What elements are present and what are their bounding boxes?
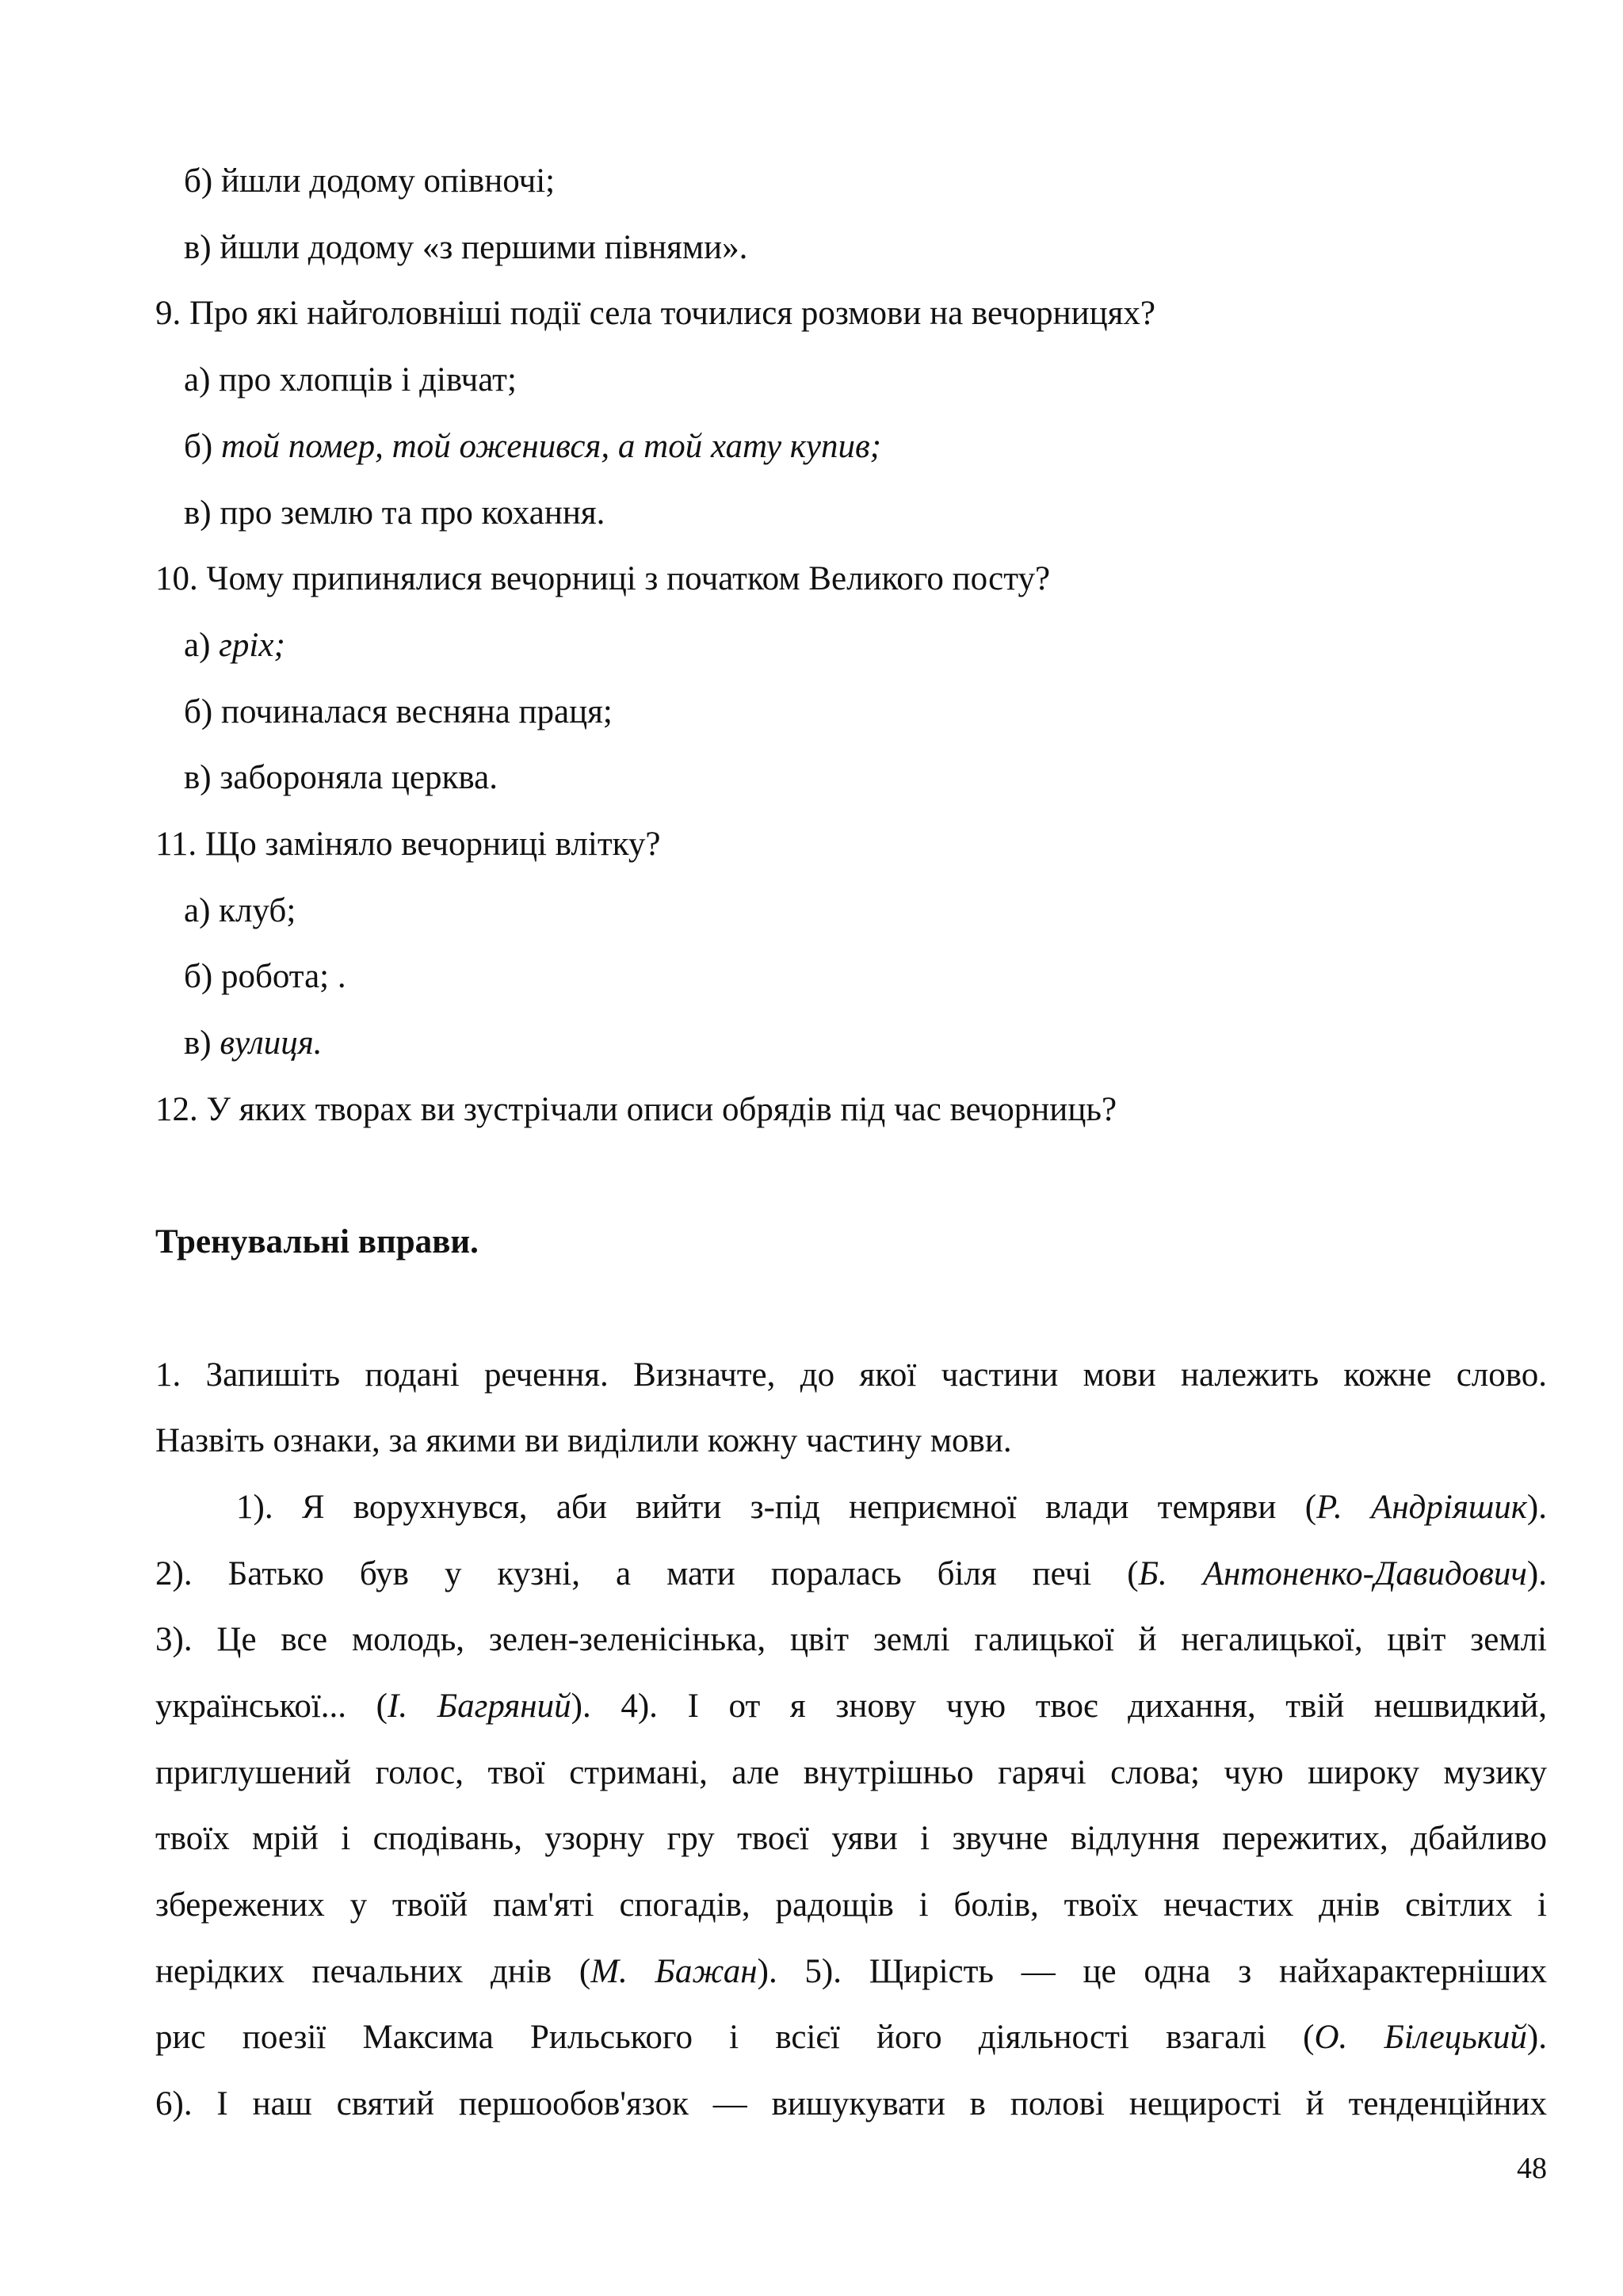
sentence-5-end: ). [1526,2019,1547,2056]
exercise-task-line-2: Назвіть ознаки, за якими ви виділили кожну частину мови. [155,1422,1012,1459]
sentence-4-end: ). 5). Щирість — це одна з найхарактерніших [757,1953,1548,1990]
sentence-4-line-3: твоїх мрій і сподівань, узорну гру твоєї уяви і звучне відлуння пережитих, дбайливо [155,1820,1547,1857]
sentence-2-author: Б. Антоненко-Давидович [1138,1555,1527,1592]
option-10v: в) забороняла церква. [184,759,498,796]
option-9b [184,429,881,463]
sentence-5-author: О. Білецький [1314,2019,1527,2056]
option-11b: б) робота; . [184,958,346,995]
option-9b-prefix: б) [184,428,221,465]
option-10a-prefix: а) [184,627,220,664]
question-10: 10. Чому припинялися вечорниці з початком Великого посту? [155,560,1051,597]
sentence-3-author: І. Багряний [388,1688,571,1725]
sentence-5-start: рис поезії Максима Рильського і всієї його діяльності взагалі ( [155,2019,1315,2056]
sentence-2-end: ). [1526,1555,1547,1592]
sentence-3-start: української... ( [155,1688,388,1725]
option-11a: а) клуб; [184,892,296,929]
sentence-3-line-1: 3). Це все молодь, зелен-зеленісінька, цвіт землі галицької й негалицької, цвіт землі [155,1621,1547,1658]
option-11v [184,1026,322,1060]
sentence-4-line-5 [155,1955,1547,1989]
option-9v: в) про землю та про кохання. [184,494,605,532]
sentence-6-line-1: 6). І наш святий першообов'язок — вишукувати в полові нещирості й тенденційних [155,2085,1547,2122]
sentence-2 [155,1557,1547,1591]
question-11: 11. Що заміняло вечорниці влітку? [155,826,661,863]
sentence-3-line-2 [155,1689,1547,1723]
exercise-task-line-1: 1. Запишіть подані речення. Визначте, до якої частини мови належить кожне слово. [155,1356,1547,1394]
sentence-5-line-2 [155,2020,1547,2054]
option-8b: б) йшли додому опівночі; [184,162,556,200]
option-9a: а) про хлопців і дівчат; [184,361,517,399]
option-11v-prefix: в) [184,1024,220,1062]
option-10a [184,628,285,662]
option-10b: б) починалася весняна праця; [184,693,613,730]
sentence-3-end: ). 4). І от я знову чую твоє дихання, твій нешвидкий, [571,1688,1548,1725]
option-9b-italic: той помер, той оженився, а той хату купив; [220,428,881,465]
sentence-1-text: 1). Я ворухнувся, аби вийти з-під неприємної влади темряви ( [236,1489,1317,1526]
option-10a-italic: гріх; [219,627,285,664]
sentence-4-line-2: приглушений голос, твої стримані, але внутрішньо гарячі слова; чую широку музику [155,1754,1547,1791]
page-number: 48 [1517,2152,1547,2185]
sentence-4-line-4: збережених у твоїй пам'яті спогадів, радощів і болів, твоїх нечастих днів світлих і [155,1886,1547,1924]
sentence-4-start: нерідких печальних днів ( [155,1953,591,1990]
question-9: 9. Про які найголовніші події села точилися розмови на вечорницях? [155,295,1156,332]
section-heading: Тренувальні вправи. [155,1223,479,1261]
option-11v-italic: вулиця. [220,1024,323,1062]
option-8v: в) йшли додому «з першими півнями». [184,229,748,266]
sentence-1-author: Р. Андріяшик [1316,1489,1527,1526]
sentence-1-end: ). [1526,1489,1547,1526]
sentence-2-text: 2). Батько був у кузні, а мати поралась біля печі ( [155,1555,1139,1592]
sentence-4-author: М. Бажан [590,1953,758,1990]
question-12: 12. У яких творах ви зустрічали описи обрядів під час вечорниць? [155,1091,1117,1128]
sentence-1 [236,1490,1547,1524]
